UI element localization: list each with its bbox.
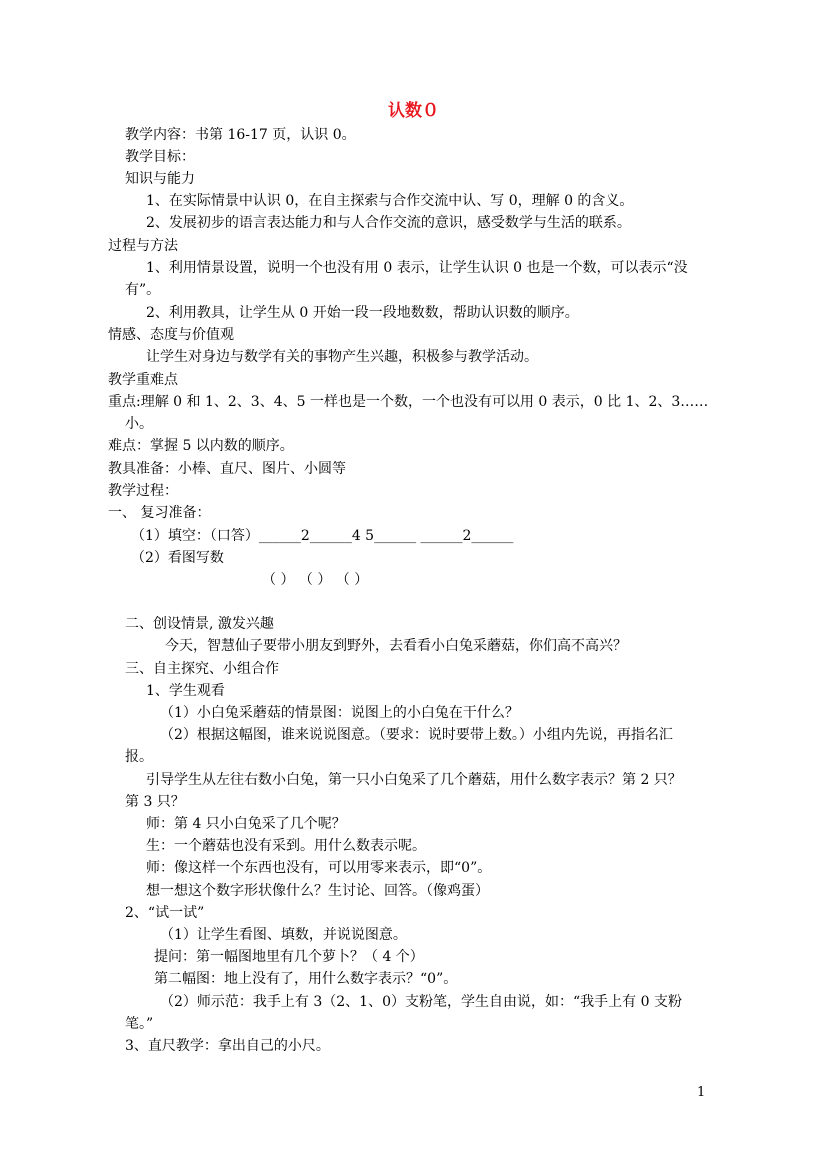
- fill-in-line: （ ） （ ） （ ）: [262, 572, 369, 588]
- section-heading: 2、“试一试”: [125, 905, 205, 921]
- text-line: 引导学生从左往右数小白兔，第一只小白兔采了几个蘑菇，用什么数字表示？第 2 只？: [146, 772, 682, 788]
- text-line: 师：第 4 只小白兔采了几个呢？: [146, 816, 346, 832]
- text-line: （1）小白兔采蘑菇的情景图：说图上的小白兔在干什么？: [160, 705, 519, 721]
- text-line: 1、利用情景设置，说明一个也没有用 0 表示，让学生认识 0 也是一个数，可以表示“没: [146, 260, 688, 276]
- text-line: 师：像这样一个东西也没有，可以用零来表示，即“0”。: [146, 860, 492, 876]
- text-line: 知识与能力: [125, 171, 195, 187]
- section-heading: 3、直尺教学：拿出自己的小尺。: [125, 1038, 330, 1054]
- text-line: 第 3 只？: [125, 794, 185, 810]
- text-line: 小。: [125, 416, 153, 432]
- text-line: 让学生对身边与数学有关的事物产生兴趣，积极参与教学活动。: [146, 349, 538, 365]
- text-line: 生：一个蘑菇也没有采到。用什么数表示呢。: [146, 838, 426, 854]
- text-line: 第二幅图：地上没有了，用什么数字表示？“0”。: [154, 971, 458, 987]
- fill-in-line: （1）填空：（口答）______2______4 5______ ______2______: [131, 528, 514, 544]
- section-heading: 情感、态度与价值观: [108, 327, 234, 343]
- text-line: 1、学生观看: [146, 683, 225, 699]
- text-line: 2、利用教具，让学生从 0 开始一段一段地数数，帮助认识数的顺序。: [146, 305, 579, 321]
- section-heading: 过程与方法: [108, 238, 178, 254]
- text-line: 难点：掌握 5 以内数的顺序。: [108, 438, 294, 454]
- text-line: 教具准备：小棒、直尺、图片、小圆等: [108, 461, 346, 477]
- text-line: 提问：第一幅图地里有几个萝卜？（ 4 个）: [154, 949, 424, 965]
- text-line: 有”。: [125, 282, 161, 298]
- text-line: 教学目标：: [125, 149, 195, 165]
- text-line: 报。: [125, 749, 153, 765]
- page-title: 认数０: [388, 101, 439, 121]
- text-line: （2）师示范：我手上有 3（2、1、0）支粉笔，学生自由说，如：“我手上有 0 支粉: [160, 994, 682, 1010]
- text-line: （2）根据这幅图，谁来说说图意。（要求：说时要带上数。）小组内先说，再指名汇: [160, 727, 673, 743]
- text-line: 2、发展初步的语言表达能力和与人合作交流的意识，感受数学与生活的联系。: [146, 215, 631, 231]
- section-heading: 教学过程：: [108, 483, 178, 499]
- text-line: 教学内容：书第 16-17 页，认识 0。: [125, 127, 356, 143]
- text-line: （2）看图写数: [131, 550, 224, 566]
- text-line: 1、在实际情景中认识 0，在自主探索与合作交流中认、写 0，理解 0 的含义。: [146, 193, 634, 209]
- section-heading: 三、自主探究、小组合作: [125, 661, 279, 677]
- text-line: 重点:理解 0 和 1、2、3、4、5 一样也是一个数，一个也没有可以用 0 表示，0 比 1、2、3……: [108, 394, 709, 410]
- text-line: 一、 复习准备：: [108, 505, 211, 521]
- text-line: 想一想这个数字形状像什么？生讨论、回答。（像鸡蛋）: [146, 883, 489, 899]
- page-number: 1: [697, 1085, 706, 1100]
- section-heading: 二、创设情景, 激发兴趣: [125, 616, 274, 632]
- text-line: （1）让学生看图、填数，并说说图意。: [160, 927, 407, 943]
- text-line: 笔。”: [125, 1016, 154, 1032]
- section-heading: 教学重难点: [108, 372, 178, 388]
- text-line: 今天，智慧仙子要带小朋友到野外，去看看小白兔采蘑菇，你们高不高兴？: [165, 638, 627, 654]
